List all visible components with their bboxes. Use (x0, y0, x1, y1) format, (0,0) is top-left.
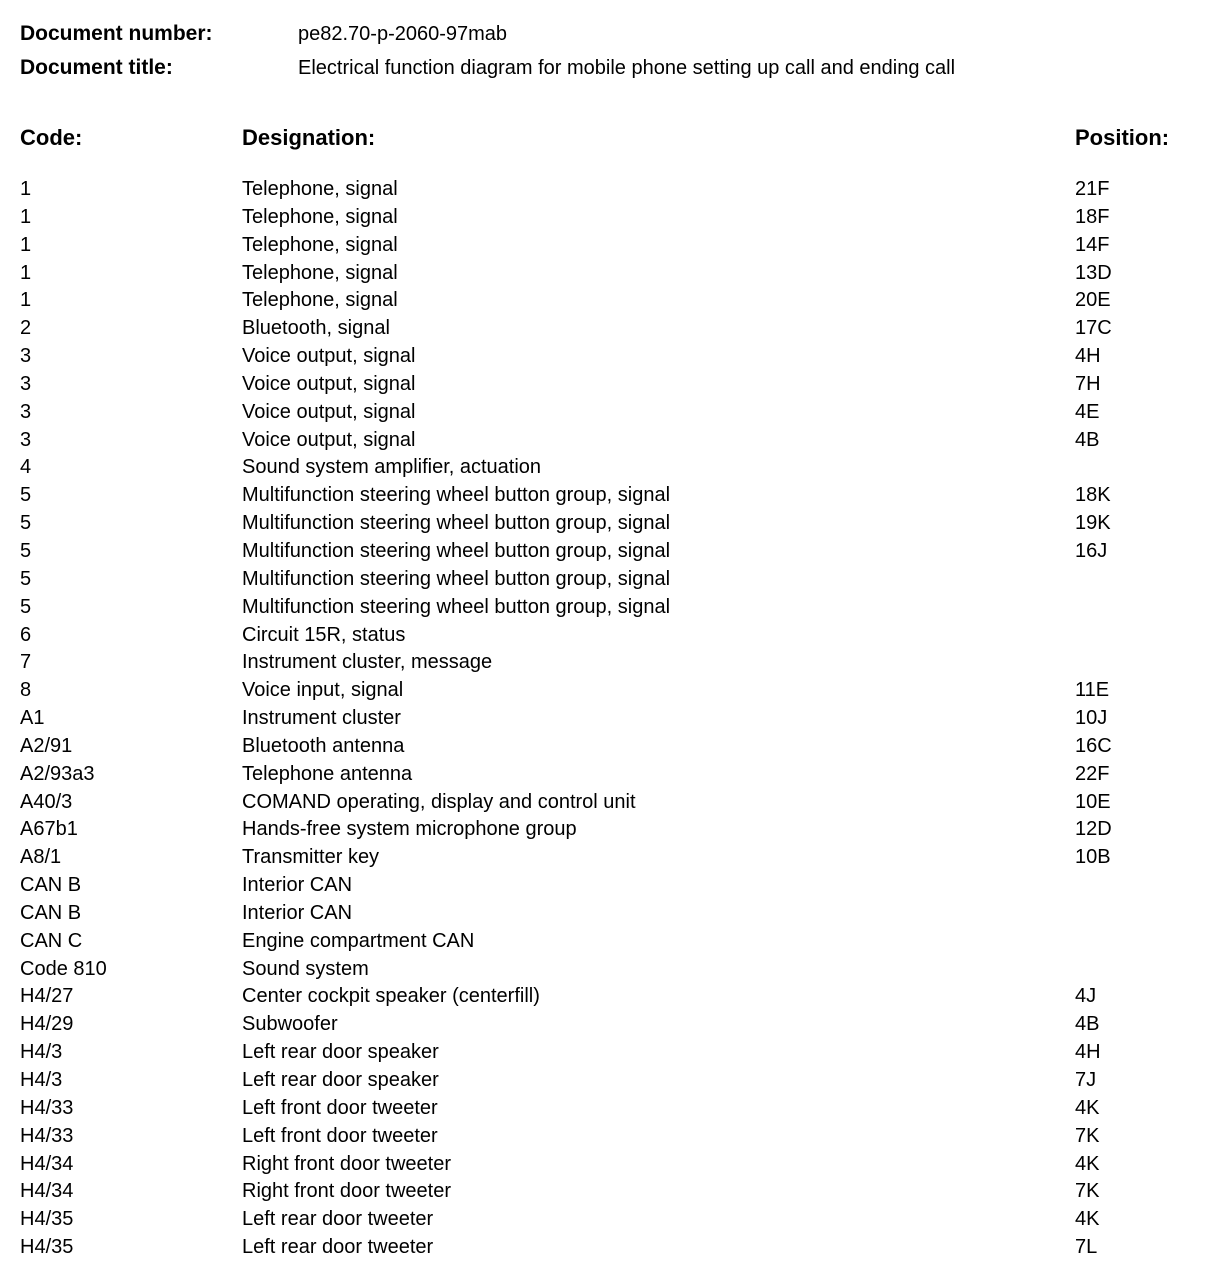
row-designation: Left rear door tweeter (242, 1208, 434, 1231)
row-code: 1 (20, 233, 32, 256)
row-position: 22F (1075, 762, 1110, 785)
table-row (0, 705, 1216, 733)
row-designation: Engine compartment CAN (242, 929, 475, 952)
row-designation: Left rear door speaker (242, 1069, 439, 1091)
row-code: 3 (20, 400, 32, 423)
row-position: 4B (1075, 428, 1100, 451)
row-code: A2/91 (20, 734, 73, 757)
row-code: 6 (20, 623, 32, 646)
row-code: CAN C (20, 929, 83, 952)
document-number-row (20, 20, 507, 48)
row-position: 7K (1075, 1180, 1100, 1203)
row-code: 4 (20, 456, 32, 479)
row-code: 5 (20, 512, 32, 535)
row-position: 7H (1075, 372, 1101, 395)
row-designation: Voice output, signal (242, 400, 416, 423)
row-designation: Telephone, signal (242, 261, 398, 284)
row-code: H4/29 (20, 1013, 74, 1036)
row-position: 13D (1075, 261, 1112, 284)
row-code: 5 (20, 484, 32, 507)
row-code: H4/34 (20, 1152, 74, 1175)
table-row (0, 482, 1216, 510)
row-designation: Left front door tweeter (242, 1124, 438, 1147)
row-position: 14F (1075, 233, 1110, 256)
row-designation: Multifunction steering wheel button group, signal (242, 595, 671, 618)
row-position: 4K (1075, 1096, 1100, 1119)
table-row (0, 176, 1216, 204)
row-designation: Bluetooth antenna (242, 734, 405, 757)
table-row (0, 566, 1216, 594)
designation-column-header: Designation: (242, 125, 376, 150)
row-designation: Telephone, signal (242, 178, 398, 200)
table-row (0, 1234, 1216, 1262)
row-code: H4/3 (20, 1069, 63, 1091)
row-designation: Telephone, signal (242, 289, 398, 312)
table-row (0, 232, 1216, 260)
row-position: 4H (1075, 1041, 1101, 1064)
row-position: 19K (1075, 512, 1111, 535)
row-code: Code 810 (20, 957, 107, 980)
row-designation: Telephone antenna (242, 762, 413, 785)
row-designation: Instrument cluster (242, 707, 401, 730)
row-code: 5 (20, 539, 32, 562)
row-code: 1 (20, 178, 32, 200)
table-row (0, 649, 1216, 677)
table-row (0, 789, 1216, 817)
row-position: 11E (1075, 679, 1110, 702)
table-row (0, 538, 1216, 566)
table-row (0, 1039, 1216, 1067)
row-designation: Center cockpit speaker (centerfill) (242, 985, 540, 1008)
row-designation: Multifunction steering wheel button group, signal (242, 484, 671, 507)
table-row (0, 983, 1216, 1011)
table-row (0, 1151, 1216, 1179)
table-row (0, 510, 1216, 538)
table-row (0, 677, 1216, 705)
row-designation: Right front door tweeter (242, 1152, 451, 1175)
table-row (0, 844, 1216, 872)
row-position: 10J (1075, 707, 1108, 730)
row-position: 18F (1075, 205, 1110, 228)
row-code: 3 (20, 345, 32, 368)
row-designation: Voice output, signal (242, 372, 416, 395)
row-position: 17C (1075, 317, 1112, 340)
row-designation: Bluetooth, signal (242, 317, 390, 340)
row-code: A67b1 (20, 818, 78, 841)
row-position: 4K (1075, 1152, 1100, 1175)
row-designation: Subwoofer (242, 1013, 338, 1036)
row-code: H4/35 (20, 1236, 74, 1259)
table-row (0, 260, 1216, 288)
table-row (0, 1178, 1216, 1206)
row-designation: Voice output, signal (242, 345, 416, 368)
row-code: H4/35 (20, 1208, 74, 1231)
row-designation: Hands-free system microphone group (242, 818, 577, 841)
row-position: 7K (1075, 1124, 1100, 1147)
document-title-value: Electrical function diagram for mobile phone setting up call and ending call (298, 56, 956, 79)
row-code: CAN B (20, 874, 82, 897)
row-code: CAN B (20, 901, 82, 924)
row-designation: Telephone, signal (242, 205, 398, 228)
row-position: 18K (1075, 484, 1111, 507)
row-code: 3 (20, 372, 32, 395)
row-designation: Left front door tweeter (242, 1096, 438, 1119)
row-position: 7J (1075, 1069, 1097, 1091)
row-designation: Sound system amplifier, actuation (242, 456, 542, 479)
row-code: A2/93a3 (20, 762, 95, 785)
code-column-header: Code: (20, 125, 83, 150)
table-row (0, 399, 1216, 427)
row-code: 5 (20, 595, 32, 618)
row-position: 4H (1075, 345, 1101, 368)
row-position: 16C (1075, 734, 1112, 757)
table-row (0, 733, 1216, 761)
row-designation: Left rear door tweeter (242, 1236, 434, 1259)
row-code: A40/3 (20, 790, 73, 813)
table-row (0, 427, 1216, 455)
row-code: 7 (20, 651, 32, 674)
table-row (0, 204, 1216, 232)
document-title-label: Document title: (20, 56, 173, 79)
table-row (0, 622, 1216, 650)
row-position: 4B (1075, 1013, 1100, 1036)
row-code: A8/1 (20, 846, 62, 869)
row-position: 4E (1075, 400, 1100, 423)
row-code: 1 (20, 289, 32, 312)
document-number-label: Document number: (20, 22, 213, 45)
row-designation: Multifunction steering wheel button group, signal (242, 567, 671, 590)
table-row (0, 594, 1216, 622)
table-row (0, 816, 1216, 844)
document-title-row (20, 54, 955, 82)
table-row (0, 1067, 1216, 1095)
table-row (0, 315, 1216, 343)
row-designation: Interior CAN (242, 901, 353, 924)
row-designation: Right front door tweeter (242, 1180, 451, 1203)
row-code: 5 (20, 567, 32, 590)
table-row (0, 761, 1216, 789)
row-code: 3 (20, 428, 32, 451)
row-designation: Instrument cluster, message (242, 651, 493, 674)
row-designation: Voice input, signal (242, 679, 404, 702)
table-row (0, 900, 1216, 928)
table-row (0, 1095, 1216, 1123)
row-code: 1 (20, 261, 32, 284)
row-code: H4/3 (20, 1041, 63, 1064)
row-designation: Multifunction steering wheel button group, signal (242, 539, 671, 562)
table-row (0, 454, 1216, 482)
row-code: 2 (20, 317, 32, 340)
table-row (0, 1123, 1216, 1151)
table-row (0, 1011, 1216, 1039)
row-code: A1 (20, 707, 45, 730)
row-code: 8 (20, 679, 32, 702)
table-row (0, 371, 1216, 399)
row-code: H4/27 (20, 985, 74, 1008)
document-number-value: pe82.70-p-2060-97mab (298, 22, 508, 45)
row-designation: Multifunction steering wheel button group, signal (242, 512, 671, 535)
row-designation: COMAND operating, display and control unit (242, 790, 636, 813)
row-position: 21F (1075, 178, 1110, 200)
row-code: H4/34 (20, 1180, 74, 1203)
row-position: 7L (1075, 1236, 1098, 1259)
row-code: 1 (20, 205, 32, 228)
table-row (0, 1206, 1216, 1234)
legend-table-body (0, 176, 1216, 1262)
row-position: 10E (1075, 790, 1111, 813)
row-designation: Transmitter key (242, 846, 380, 869)
row-code: H4/33 (20, 1096, 74, 1119)
position-column-header: Position: (1075, 125, 1170, 150)
row-code: H4/33 (20, 1124, 74, 1147)
row-designation: Circuit 15R, status (242, 623, 406, 646)
table-row (0, 872, 1216, 900)
table-row (0, 928, 1216, 956)
row-designation: Telephone, signal (242, 233, 398, 256)
row-position: 12D (1075, 818, 1112, 841)
table-row (0, 956, 1216, 984)
table-row (0, 343, 1216, 371)
row-position: 16J (1075, 539, 1108, 562)
row-designation: Interior CAN (242, 874, 353, 897)
row-position: 4J (1075, 985, 1097, 1008)
row-position: 4K (1075, 1208, 1100, 1231)
row-designation: Voice output, signal (242, 428, 416, 451)
row-position: 10B (1075, 846, 1111, 869)
row-position: 20E (1075, 289, 1111, 312)
row-designation: Left rear door speaker (242, 1041, 439, 1064)
table-row (0, 287, 1216, 315)
row-designation: Sound system (242, 957, 369, 980)
